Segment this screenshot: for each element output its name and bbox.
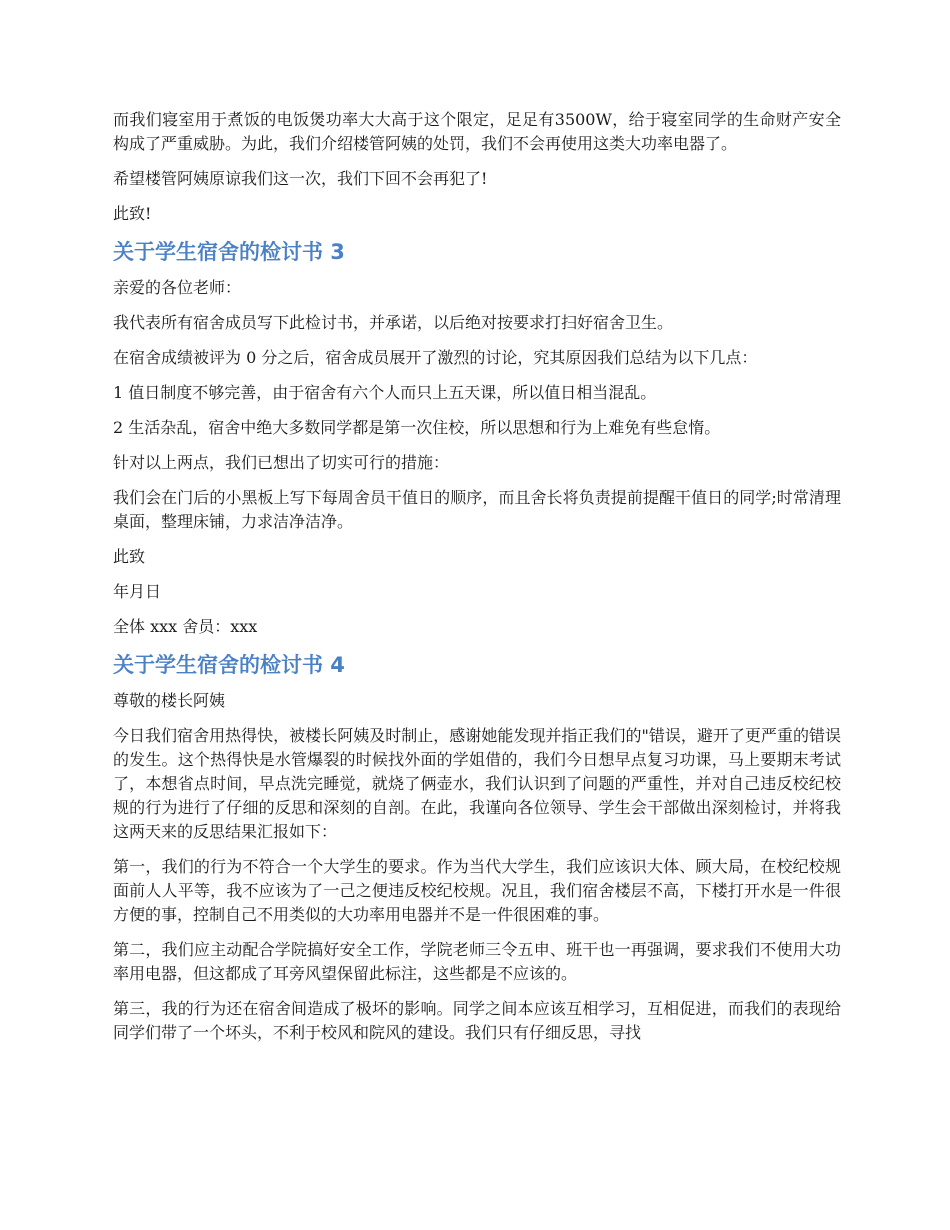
section-heading-4: 关于学生宿舍的检讨书 4 [113, 653, 345, 677]
paragraph: 此致 [113, 547, 146, 566]
paragraph: 我代表所有宿舍成员写下此检讨书，并承诺，以后绝对按要求打扫好宿舍卫生。 [113, 313, 674, 332]
paragraph: 而我们寝室用于煮饭的电饭煲功率大大高于这个限定，足足有3500W，给于寝室同学的生命财产安全构成了严重威胁。为此，我们介绍楼管阿姨的处罚，我们不会再使用这类大功率电器了。 [113, 110, 841, 153]
paragraph: 针对以上两点，我们已想出了切实可行的措施： [113, 453, 450, 472]
paragraph: 我们会在门后的小黑板上写下每周舍员干值日的顺序，而且舍长将负责提前提醒干值日的同学;时常清理桌面，整理床铺，力求洁净洁净。 [113, 488, 841, 531]
paragraph: 第一，我们的行为不符合一个大学生的要求。作为当代大学生，我们应该识大体、顾大局，在校纪校规面前人人平等，我不应该为了一己之便违反校纪校规。况且，我们宿舍楼层不高，下楼打开水是一件很方便的事，控制自己不用类似的大功率用电器并不是一件很困难的事。 [113, 857, 841, 924]
section-heading-3: 关于学生宿舍的检讨书 3 [113, 240, 345, 264]
paragraph: 第三，我的行为还在宿舍间造成了极坏的影响。同学之间本应该互相学习，互相促进，而我们的表现给同学们带了一个坏头，不利于校风和院风的建设。我们只有仔细反思，寻找 [113, 999, 841, 1042]
paragraph: 在宿舍成绩被评为 0 分之后，宿舍成员展开了激烈的讨论，究其原因我们总结为以下几点： [113, 348, 758, 367]
paragraph: 亲爱的各位老师： [113, 278, 242, 297]
paragraph: 此致! [113, 204, 152, 223]
document-page [113, 108, 841, 1056]
paragraph: 全体 xxx 舍员：xxx [113, 617, 258, 636]
paragraph: 年月日 [113, 582, 162, 601]
paragraph: 今日我们宿舍用热得快，被楼长阿姨及时制止，感谢她能发现并指正我们的"错误，避开了更严重的错误的发生。这个热得快是水管爆裂的时候找外面的学姐借的，我们今日想早点复习功课，马上要期末考试了，本想省点时间，早点洗完睡觉，就烧了俩壶水，我们认识到了问题的严重性，并对自己违反校纪校规的行为进行了仔细的反思和深刻的自剖。在此，我谨向各位领导、学生会干部做出深刻检讨，并将我这两天来的反思结果汇报如下： [113, 726, 841, 841]
paragraph: 2 生活杂乱，宿舍中绝大多数同学都是第一次住校，所以思想和行为上难免有些怠惰。 [113, 418, 721, 437]
paragraph: 1 值日制度不够完善，由于宿舍有六个人而只上五天课，所以值日相当混乱。 [113, 383, 657, 402]
paragraph: 希望楼管阿姨原谅我们这一次，我们下回不会再犯了! [113, 169, 488, 188]
paragraph: 尊敬的楼长阿姨 [113, 691, 226, 710]
paragraph: 第二，我们应主动配合学院搞好安全工作，学院老师三令五申、班干也一再强调，要求我们不使用大功率用电器，但这都成了耳旁风望保留此标注，这些都是不应该的。 [113, 940, 841, 983]
